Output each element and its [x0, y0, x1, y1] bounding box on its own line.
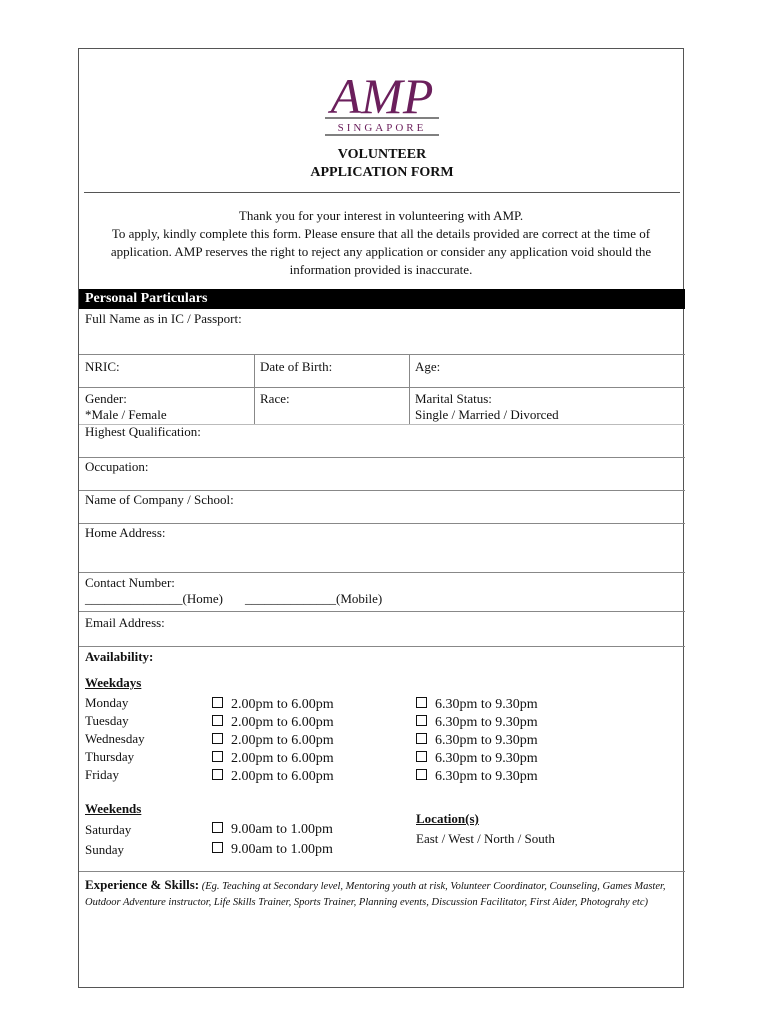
row-divider: [79, 457, 685, 458]
checkbox-icon[interactable]: [416, 751, 427, 762]
slot-option[interactable]: 2.00pm to 6.00pm: [212, 732, 334, 750]
row-divider: [79, 611, 685, 612]
checkbox-icon[interactable]: [416, 733, 427, 744]
marital-status-options[interactable]: Single / Married / Divorced: [415, 407, 559, 422]
experience-field[interactable]: [79, 929, 685, 987]
checkbox-icon[interactable]: [212, 751, 223, 762]
occupation-label: Occupation:: [85, 459, 149, 474]
checkbox-icon[interactable]: [212, 842, 223, 853]
slot-option[interactable]: 6.30pm to 9.30pm: [416, 732, 538, 750]
gender-options[interactable]: *Male / Female: [85, 407, 167, 422]
day-label: Thursday: [85, 749, 135, 764]
day-label: Tuesday: [85, 713, 129, 728]
checkbox-icon[interactable]: [212, 697, 223, 708]
amp-singapore-logo: [317, 69, 447, 139]
nric-label: NRIC:: [85, 359, 120, 374]
day-label: Friday: [85, 767, 119, 782]
afternoon-slots: [212, 696, 334, 786]
row-divider: [79, 871, 685, 872]
company-label: Name of Company / School:: [85, 492, 234, 507]
slot-option[interactable]: 2.00pm to 6.00pm: [212, 696, 334, 714]
day-label: Saturday: [85, 822, 132, 837]
availability-heading: Availability:: [85, 649, 154, 664]
checkbox-icon[interactable]: [212, 733, 223, 744]
logo-brand-text: AMP: [330, 69, 434, 124]
checkbox-icon[interactable]: [416, 715, 427, 726]
row-divider: [79, 523, 685, 524]
day-label: Sunday: [85, 842, 124, 857]
checkbox-icon[interactable]: [212, 715, 223, 726]
slot-option[interactable]: 6.30pm to 9.30pm: [416, 750, 538, 768]
slot-option[interactable]: 2.00pm to 6.00pm: [212, 714, 334, 732]
location-heading: Location(s): [416, 811, 479, 826]
personal-particulars-heading: Personal Particulars: [79, 289, 685, 309]
race-label: Race:: [260, 391, 290, 406]
application-form: [78, 48, 684, 988]
column-divider: [409, 354, 410, 424]
qualification-label: Highest Qualification:: [85, 424, 201, 439]
form-title-line2: APPLICATION FORM: [310, 165, 454, 180]
day-label: Monday: [85, 695, 129, 710]
intro-line1: Thank you for your interest in volunteering with AMP.: [238, 208, 524, 223]
experience-section: [85, 877, 675, 911]
age-label: Age:: [415, 359, 441, 374]
row-divider: [79, 646, 685, 647]
weekday-list: [85, 694, 145, 784]
row-divider: [79, 490, 685, 491]
title-divider: [84, 192, 680, 193]
checkbox-icon[interactable]: [212, 822, 223, 833]
full-name-label: Full Name as in IC / Passport:: [85, 311, 242, 326]
gender-label: Gender:: [85, 391, 127, 406]
intro-line2: To apply, kindly complete this form. Please ensure that all the details provided are correct at the time of application. AMP reserves the right to reject any application or consider any application void should the information provided is inaccurate.: [110, 226, 652, 277]
dob-label: Date of Birth:: [260, 359, 333, 374]
contact-mobile-field[interactable]: ______________(Mobile): [245, 591, 383, 606]
slot-option[interactable]: 6.30pm to 9.30pm: [416, 714, 538, 732]
location-options[interactable]: East / West / North / South: [416, 831, 555, 846]
logo-subtitle-text: SINGAPORE: [337, 122, 427, 134]
weekend-slots: [212, 820, 333, 860]
row-divider: [79, 354, 685, 355]
form-title-line1: VOLUNTEER: [337, 147, 427, 162]
weekdays-heading: Weekdays: [85, 675, 142, 690]
experience-heading: Experience & Skills:: [85, 877, 200, 892]
slot-option[interactable]: 2.00pm to 6.00pm: [212, 750, 334, 768]
experience-examples: (Eg. Teaching at Secondary level, Mentoring youth at risk, Volunteer Coordinator, Counseling, Games Master, Outdoor Adventure instructor, Life Skills Trainer, Sports Trainer, Planning events, Discussion Facilitator, First Aider, Photograhy etc): [85, 881, 666, 908]
slot-option[interactable]: 6.30pm to 9.30pm: [416, 768, 538, 786]
slot-option[interactable]: 9.00am to 1.00pm: [212, 840, 333, 860]
slot-option[interactable]: 2.00pm to 6.00pm: [212, 768, 334, 786]
contact-home-field[interactable]: _______________(Home): [85, 591, 223, 606]
slot-option[interactable]: 6.30pm to 9.30pm: [416, 696, 538, 714]
day-label: Wednesday: [85, 731, 145, 746]
checkbox-icon[interactable]: [416, 697, 427, 708]
row-divider: [79, 387, 685, 388]
row-divider: [79, 572, 685, 573]
full-name-field[interactable]: [79, 309, 685, 354]
contact-number-label: Contact Number:: [85, 575, 175, 590]
weekend-list: [85, 820, 131, 860]
checkbox-icon[interactable]: [212, 769, 223, 780]
email-address-label: Email Address:: [85, 615, 165, 630]
evening-slots: [416, 696, 538, 786]
intro-text: [87, 207, 675, 279]
checkbox-icon[interactable]: [416, 769, 427, 780]
slot-option[interactable]: 9.00am to 1.00pm: [212, 820, 333, 840]
home-address-label: Home Address:: [85, 525, 166, 540]
marital-status-label: Marital Status:: [415, 391, 492, 406]
weekends-heading: Weekends: [85, 801, 142, 816]
column-divider: [254, 354, 255, 424]
